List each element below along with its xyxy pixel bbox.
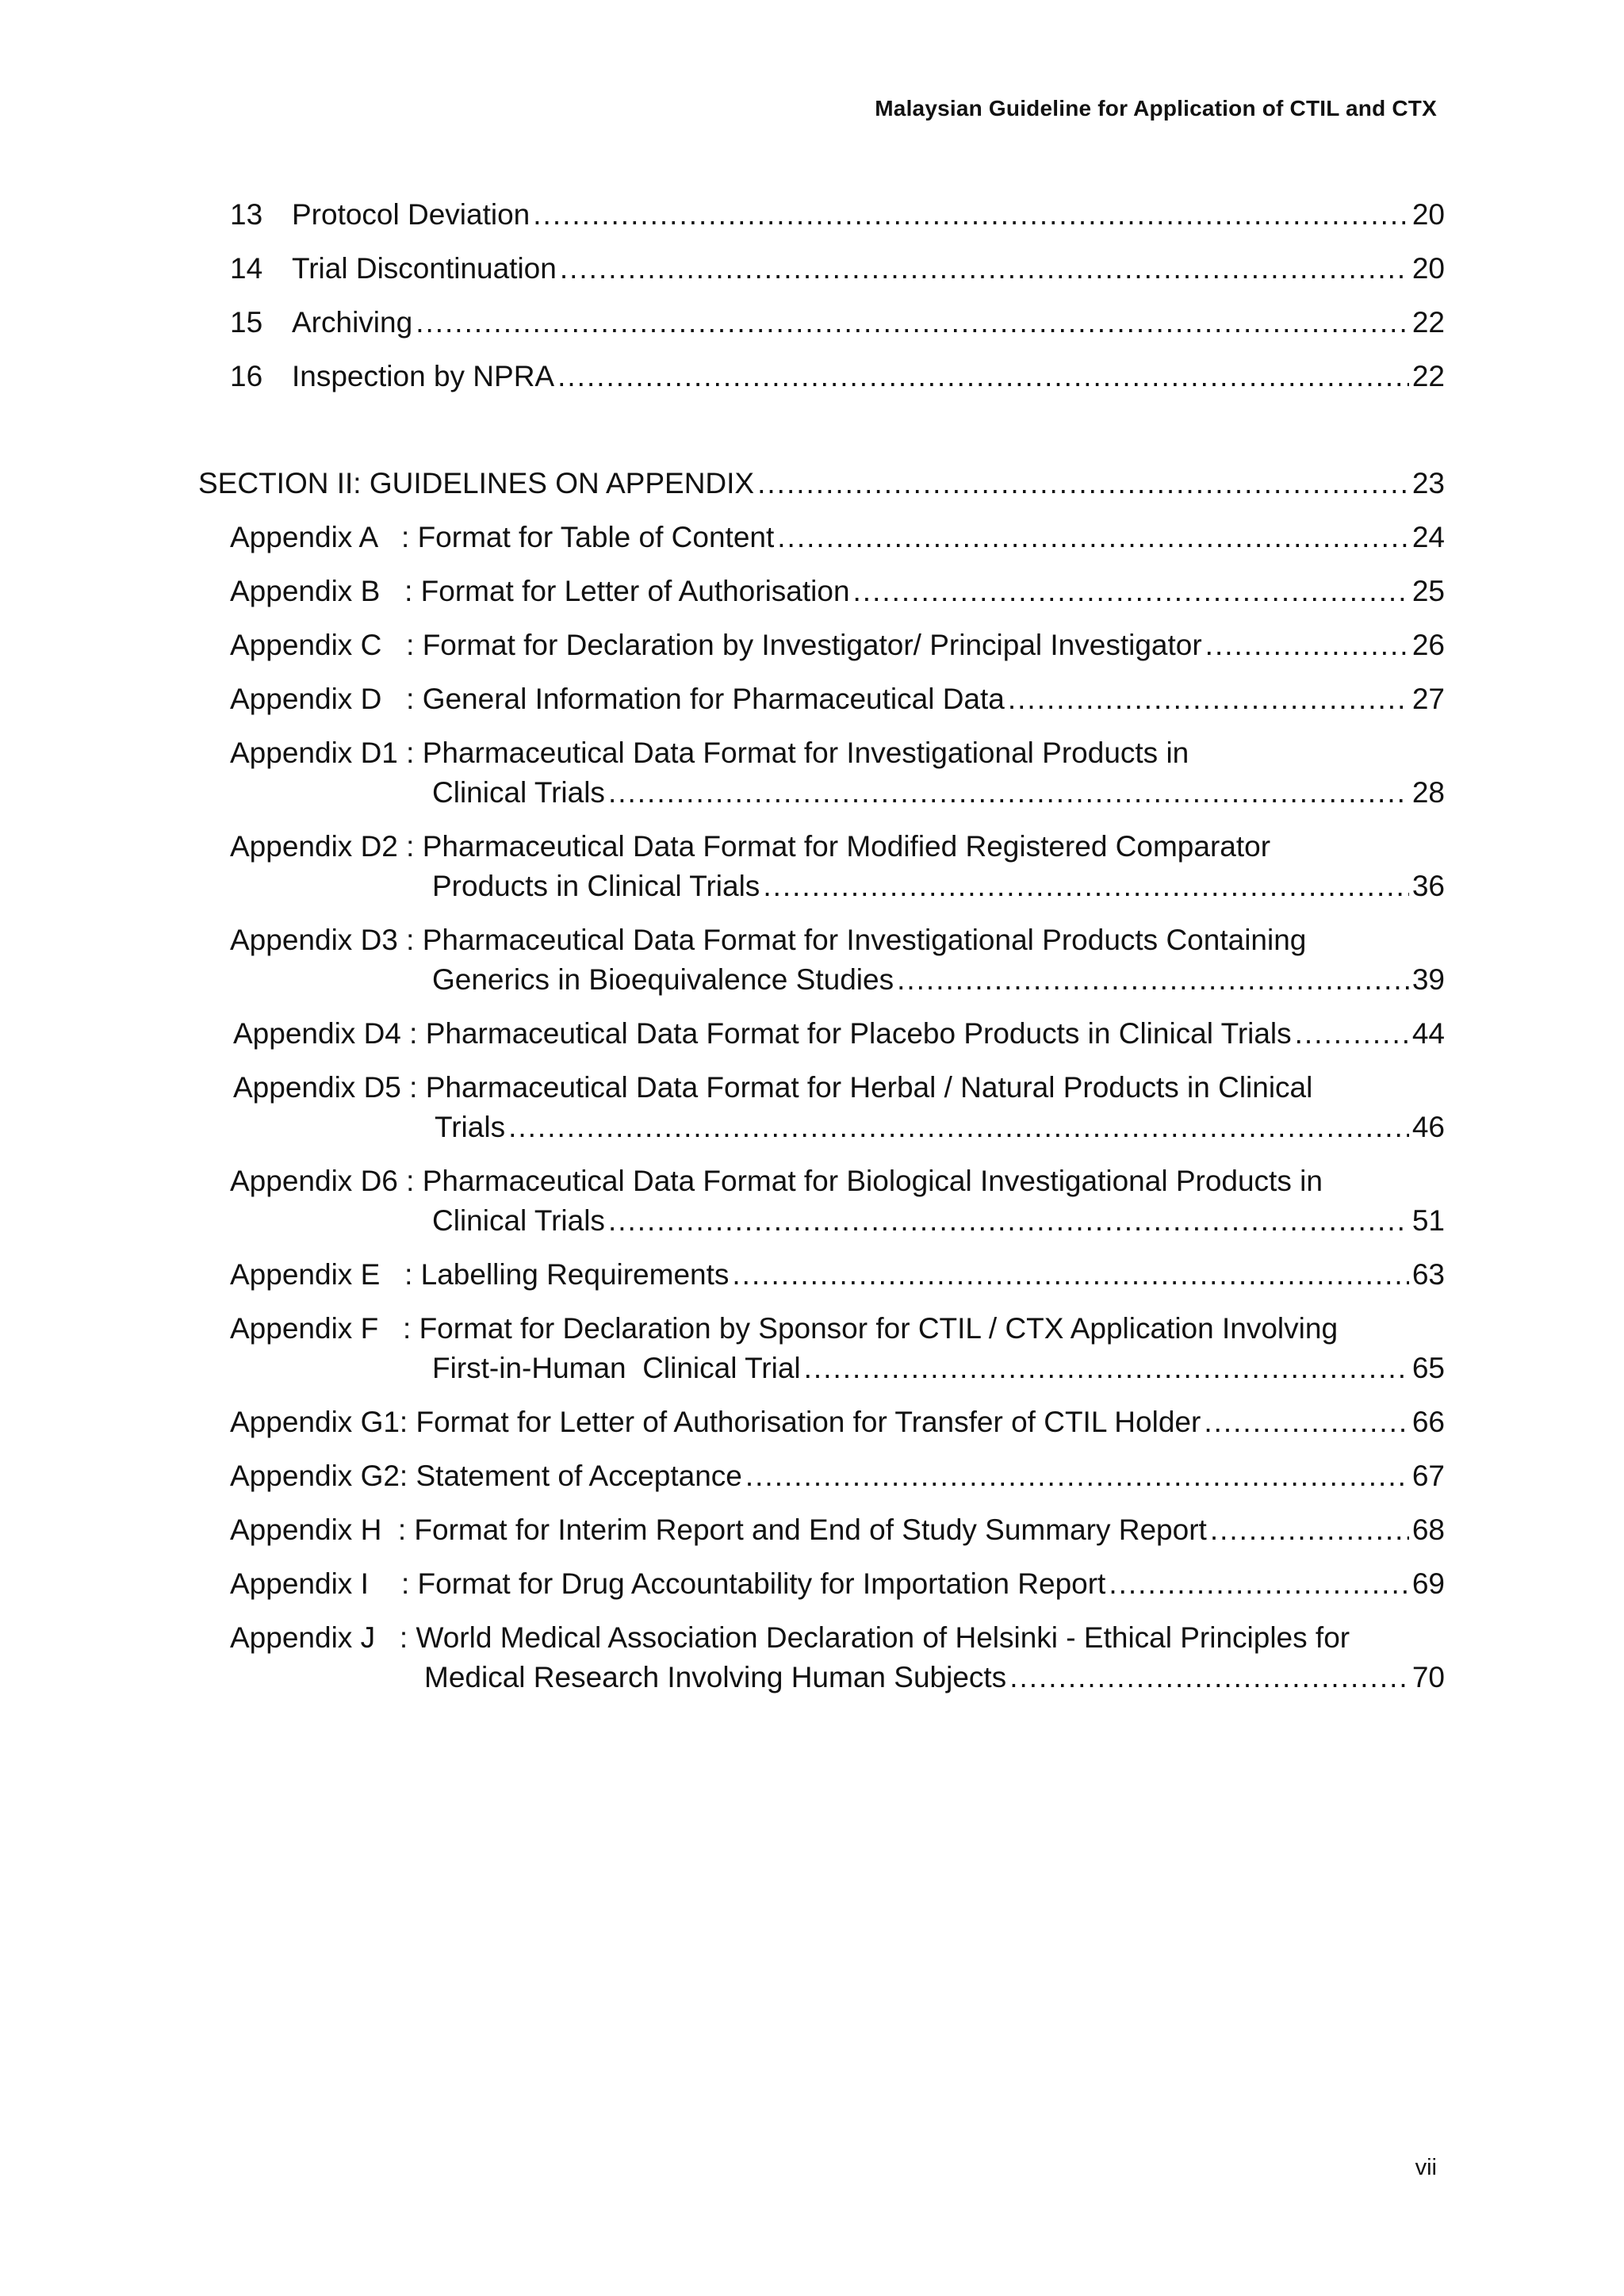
appendix-title-continued: Medical Research Involving Human Subjects [424,1661,1007,1693]
appendix-page: 68 [1411,1513,1445,1546]
appendix-prefix: Appendix H : [230,1513,415,1546]
dot-leader [416,304,1409,341]
appendix-title-continued: Generics in Bioequivalence Studies [432,963,894,996]
toc-entry-title: Trial Discontinuation [292,252,557,285]
appendix-page: 66 [1411,1406,1445,1438]
toc-section-ii-heading[interactable] [198,465,1445,502]
toc-appendix-d1-line2[interactable] [432,775,1445,811]
appendix-title: Format for Table of Content [417,521,775,553]
appendix-page: 51 [1411,1204,1445,1237]
dot-leader [533,197,1409,233]
toc-entry-number: 14 [230,252,263,285]
appendix-page: 70 [1411,1661,1445,1693]
toc-appendix-b[interactable] [230,573,1445,610]
toc-appendix-j-line1[interactable]: Appendix J : World Medical Association Declaration of Helsinki - Ethical Principles for [230,1621,1350,1654]
dot-leader [1210,1512,1409,1548]
dot-leader [763,868,1409,905]
toc-entry-inspection[interactable] [230,358,1445,395]
appendix-title-continued: Clinical Trials [432,1204,605,1237]
toc-appendix-j-line2[interactable] [424,1659,1445,1696]
appendix-page: 39 [1411,963,1445,996]
appendix-title: Format for Declaration by Investigator/ Principal Investigator [422,629,1202,661]
toc-entry-number: 16 [230,360,263,392]
appendix-title: General Information for Pharmaceutical Data [422,683,1005,715]
toc-appendix-d3-line2[interactable] [432,962,1445,998]
appendix-page: 28 [1411,776,1445,809]
toc-appendix-i[interactable] [230,1566,1445,1602]
appendix-page: 26 [1411,629,1445,661]
toc-appendix-f-line1[interactable]: Appendix F : Format for Declaration by Sponsor for CTIL / CTX Application Involving [230,1312,1339,1345]
appendix-prefix: Appendix C : [230,629,423,661]
dot-leader [608,1203,1409,1239]
section-page: 23 [1411,467,1445,499]
dot-leader [732,1257,1408,1293]
appendix-page: 44 [1411,1017,1445,1050]
toc-entry-archiving[interactable] [230,304,1445,341]
toc-appendix-d1-line1[interactable]: Appendix D1 : Pharmaceutical Data Format for Investigational Products in [230,737,1189,769]
toc-entry-page: 20 [1411,198,1445,231]
appendix-page: 67 [1411,1460,1445,1492]
toc-appendix-d6-line1[interactable]: Appendix D6 : Pharmaceutical Data Format for Biological Investigational Products in [230,1165,1323,1197]
toc-appendix-e[interactable] [230,1257,1445,1293]
appendix-prefix: Appendix G1: [230,1406,416,1438]
toc-entry-protocol-deviation[interactable] [230,197,1445,233]
appendix-title: Labelling Requirements [420,1258,730,1291]
dot-leader [557,358,1409,395]
appendix-title-continued: Trials [435,1111,506,1143]
appendix-title: Format for Letter of Authorisation [420,575,850,607]
appendix-title: Format for Interim Report and End of Study Summary Report [414,1513,1207,1546]
appendix-prefix: Appendix B : [230,575,421,607]
dot-leader [1295,1016,1409,1052]
appendix-title-continued: Products in Clinical Trials [432,870,760,902]
dot-leader [897,962,1409,998]
toc-appendix-d4[interactable] [233,1016,1445,1052]
toc-appendix-f-line2[interactable] [432,1350,1445,1387]
toc-appendix-d2-line1[interactable]: Appendix D2 : Pharmaceutical Data Format for Modified Registered Comparator [230,830,1271,863]
running-header: Malaysian Guideline for Application of CTIL and CTX [875,96,1437,121]
dot-leader [1109,1566,1409,1602]
page-number: vii [1415,2155,1437,2180]
toc-appendix-a[interactable] [230,519,1445,556]
appendix-page: 63 [1411,1258,1445,1291]
dot-leader [777,519,1409,556]
toc-appendix-g1[interactable] [230,1404,1445,1441]
toc-appendix-h[interactable] [230,1512,1445,1548]
toc-appendix-c[interactable] [230,627,1445,664]
appendix-prefix: Appendix E : [230,1258,421,1291]
dot-leader [745,1458,1409,1494]
section-title: SECTION II: GUIDELINES ON APPENDIX [198,467,755,499]
appendix-page: 36 [1411,870,1445,902]
appendix-page: 27 [1411,683,1445,715]
appendix-title: Statement of Acceptance [416,1460,742,1492]
appendix-page: 24 [1411,521,1445,553]
appendix-prefix: Appendix G2: [230,1460,416,1492]
appendix-page: 65 [1411,1352,1445,1384]
appendix-prefix: Appendix D4 : [233,1017,426,1050]
toc-entry-title: Archiving [292,306,413,339]
toc-entry-title: Protocol Deviation [292,198,530,231]
toc-appendix-g2[interactable] [230,1458,1445,1494]
appendix-prefix: Appendix D : [230,683,423,715]
toc-appendix-d5-line2[interactable] [435,1109,1445,1146]
toc-entry-title: Inspection by NPRA [292,360,555,392]
dot-leader [804,1350,1409,1387]
dot-leader [1008,681,1409,718]
dot-leader [853,573,1409,610]
dot-leader [1205,627,1409,664]
appendix-title: Format for Drug Accountability for Importation Report [417,1567,1106,1600]
toc-appendix-d5-line1[interactable]: Appendix D5 : Pharmaceutical Data Format for Herbal / Natural Products in Clinical [233,1071,1313,1104]
toc-entry-number: 13 [230,198,263,231]
dot-leader [757,465,1409,502]
appendix-page: 25 [1411,575,1445,607]
dot-leader [608,775,1409,811]
appendix-prefix: Appendix A : [230,521,418,553]
dot-leader [560,251,1409,287]
toc-appendix-d6-line2[interactable] [432,1203,1445,1239]
toc-entry-page: 20 [1411,252,1445,285]
toc-appendix-d3-line1[interactable]: Appendix D3 : Pharmaceutical Data Format for Investigational Products Containing [230,924,1307,956]
toc-appendix-d[interactable] [230,681,1445,718]
dot-leader [508,1109,1409,1146]
appendix-page: 69 [1411,1567,1445,1600]
appendix-title: Format for Letter of Authorisation for Transfer of CTIL Holder [416,1406,1201,1438]
toc-entry-trial-discontinuation[interactable] [230,251,1445,287]
appendix-title-continued: Clinical Trials [432,776,605,809]
toc-entry-page: 22 [1411,360,1445,392]
appendix-title: Pharmaceutical Data Format for Placebo Products in Clinical Trials [425,1017,1292,1050]
dot-leader [1204,1404,1409,1441]
appendix-prefix: Appendix I : [230,1567,418,1600]
toc-appendix-d2-line2[interactable] [432,868,1445,905]
appendix-title-continued: First-in-Human Clinical Trial [432,1352,801,1384]
toc-entry-page: 22 [1411,306,1445,339]
appendix-page: 46 [1411,1111,1445,1143]
toc-entry-number: 15 [230,306,263,339]
dot-leader [1009,1659,1409,1696]
